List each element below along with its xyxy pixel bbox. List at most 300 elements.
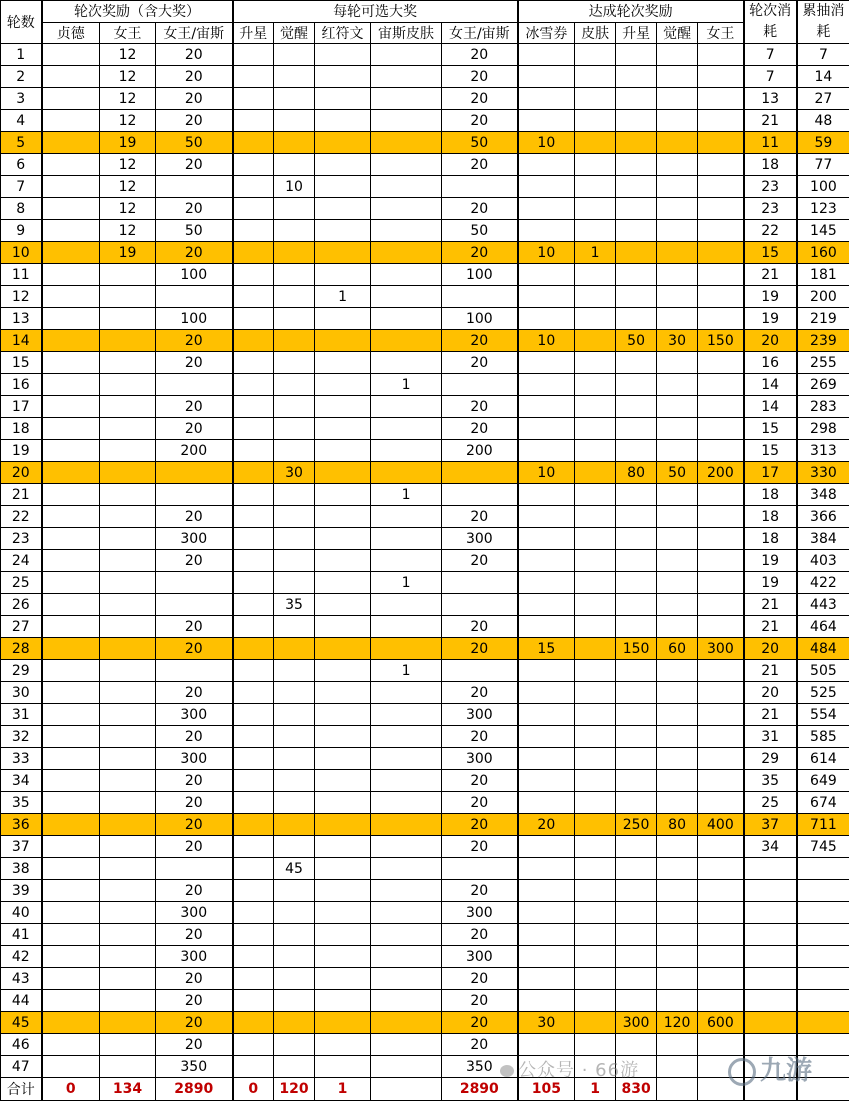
table-cell xyxy=(371,506,442,528)
table-cell: 300 xyxy=(156,902,233,924)
table-cell xyxy=(315,176,371,198)
table-cell xyxy=(371,528,442,550)
total-cell xyxy=(371,1078,442,1101)
total-cell xyxy=(797,1078,849,1101)
table-cell xyxy=(575,814,616,836)
table-cell: 12 xyxy=(100,88,156,110)
table-cell xyxy=(42,792,100,814)
table-cell xyxy=(575,968,616,990)
table-cell xyxy=(616,198,657,220)
table-cell xyxy=(698,1056,744,1078)
table-cell xyxy=(616,836,657,858)
table-cell xyxy=(42,330,100,352)
table-cell xyxy=(698,660,744,682)
table-cell xyxy=(156,858,233,880)
table-cell xyxy=(657,418,698,440)
table-cell xyxy=(100,528,156,550)
table-cell: 14 xyxy=(744,374,797,396)
table-cell xyxy=(442,594,518,616)
table-cell xyxy=(698,66,744,88)
table-cell xyxy=(518,660,575,682)
table-cell: 239 xyxy=(797,330,849,352)
table-cell: 36 xyxy=(1,814,42,836)
table-cell xyxy=(518,902,575,924)
table-cell: 20 xyxy=(156,638,233,660)
table-cell xyxy=(442,660,518,682)
table-cell xyxy=(698,990,744,1012)
table-cell: 77 xyxy=(797,154,849,176)
table-cell: 27 xyxy=(1,616,42,638)
table-row xyxy=(1,748,849,770)
column-header: 觉醒 xyxy=(274,22,315,44)
table-row xyxy=(1,462,849,484)
column-header: 女王 xyxy=(100,22,156,44)
table-cell xyxy=(100,638,156,660)
table-cell xyxy=(518,880,575,902)
wechat-watermark: 公众号 · 66游 xyxy=(500,1056,639,1082)
table-cell: 20 xyxy=(1,462,42,484)
table-cell xyxy=(371,154,442,176)
table-cell xyxy=(315,902,371,924)
table-cell: 100 xyxy=(156,264,233,286)
table-cell xyxy=(233,198,274,220)
table-cell xyxy=(233,660,274,682)
total-cell: 2890 xyxy=(442,1078,518,1101)
table-cell xyxy=(616,418,657,440)
table-cell xyxy=(657,88,698,110)
table-cell xyxy=(371,836,442,858)
table-cell: 30 xyxy=(274,462,315,484)
table-cell xyxy=(442,462,518,484)
table-cell xyxy=(42,660,100,682)
table-cell xyxy=(42,198,100,220)
table-row xyxy=(1,374,849,396)
table-cell xyxy=(233,352,274,374)
table-cell xyxy=(42,968,100,990)
table-cell: 525 xyxy=(797,682,849,704)
table-cell xyxy=(518,748,575,770)
table-cell xyxy=(698,572,744,594)
table-row xyxy=(1,352,849,374)
table-cell xyxy=(657,990,698,1012)
table-cell xyxy=(698,726,744,748)
table-cell xyxy=(575,396,616,418)
table-cell: 47 xyxy=(1,1056,42,1078)
table-cell xyxy=(233,726,274,748)
table-cell: 300 xyxy=(442,946,518,968)
table-cell xyxy=(371,44,442,66)
table-cell: 20 xyxy=(156,814,233,836)
table-cell xyxy=(100,1034,156,1056)
table-cell xyxy=(274,220,315,242)
table-cell: 19 xyxy=(744,308,797,330)
table-cell xyxy=(616,110,657,132)
table-row xyxy=(1,726,849,748)
table-cell: 35 xyxy=(274,594,315,616)
table-cell: 31 xyxy=(1,704,42,726)
table-cell xyxy=(274,638,315,660)
table-cell xyxy=(698,770,744,792)
table-cell xyxy=(616,792,657,814)
table-cell xyxy=(274,880,315,902)
table-row xyxy=(1,176,849,198)
table-cell: 37 xyxy=(744,814,797,836)
table-cell xyxy=(616,858,657,880)
table-cell xyxy=(616,132,657,154)
table-cell xyxy=(42,506,100,528)
table-cell: 20 xyxy=(442,770,518,792)
table-cell: 1 xyxy=(371,572,442,594)
table-cell xyxy=(657,242,698,264)
table-cell xyxy=(371,902,442,924)
table-cell xyxy=(797,990,849,1012)
table-cell xyxy=(744,1056,797,1078)
table-cell xyxy=(371,1034,442,1056)
total-cell: 2890 xyxy=(156,1078,233,1101)
table-cell xyxy=(518,198,575,220)
table-cell xyxy=(518,550,575,572)
table-cell xyxy=(274,308,315,330)
table-cell xyxy=(518,836,575,858)
table-cell xyxy=(274,440,315,462)
table-cell: 46 xyxy=(1,1034,42,1056)
table-cell xyxy=(42,858,100,880)
table-cell xyxy=(575,682,616,704)
table-cell: 22 xyxy=(1,506,42,528)
table-cell xyxy=(274,990,315,1012)
table-cell xyxy=(575,132,616,154)
table-cell xyxy=(797,1034,849,1056)
table-row xyxy=(1,572,849,594)
table-cell xyxy=(371,858,442,880)
table-cell xyxy=(371,594,442,616)
table-cell xyxy=(42,528,100,550)
table-cell xyxy=(100,330,156,352)
table-cell xyxy=(233,1056,274,1078)
table-cell: 10 xyxy=(518,132,575,154)
table-cell: 13 xyxy=(1,308,42,330)
table-cell xyxy=(657,616,698,638)
total-cell: 0 xyxy=(42,1078,100,1101)
table-cell xyxy=(233,418,274,440)
table-cell xyxy=(616,770,657,792)
table-cell xyxy=(657,682,698,704)
table-cell: 18 xyxy=(744,528,797,550)
table-cell xyxy=(657,550,698,572)
table-cell: 6 xyxy=(1,154,42,176)
table-cell: 80 xyxy=(616,462,657,484)
table-cell xyxy=(744,1034,797,1056)
table-cell xyxy=(274,506,315,528)
table-cell xyxy=(518,440,575,462)
table-cell xyxy=(274,418,315,440)
table-cell xyxy=(233,836,274,858)
table-cell: 554 xyxy=(797,704,849,726)
table-cell xyxy=(698,902,744,924)
table-cell xyxy=(698,792,744,814)
table-cell xyxy=(657,902,698,924)
table-cell xyxy=(518,528,575,550)
table-cell xyxy=(315,836,371,858)
table-cell xyxy=(100,396,156,418)
table-cell xyxy=(233,264,274,286)
table-row xyxy=(1,616,849,638)
table-cell: 20 xyxy=(744,682,797,704)
table-cell xyxy=(100,902,156,924)
table-cell: 600 xyxy=(698,1012,744,1034)
table-cell xyxy=(42,770,100,792)
table-cell xyxy=(371,638,442,660)
table-cell: 20 xyxy=(442,1012,518,1034)
table-cell: 20 xyxy=(442,968,518,990)
table-cell xyxy=(698,836,744,858)
table-cell xyxy=(371,770,442,792)
table-cell: 20 xyxy=(744,638,797,660)
table-cell xyxy=(442,858,518,880)
table-cell xyxy=(315,726,371,748)
table-cell xyxy=(698,374,744,396)
table-row xyxy=(1,704,849,726)
table-cell: 16 xyxy=(1,374,42,396)
table-cell xyxy=(100,792,156,814)
table-cell: 20 xyxy=(156,924,233,946)
table-cell: 20 xyxy=(442,924,518,946)
table-cell: 350 xyxy=(442,1056,518,1078)
table-row xyxy=(1,682,849,704)
table-cell: 42 xyxy=(1,946,42,968)
table-cell xyxy=(274,792,315,814)
table-cell: 11 xyxy=(1,264,42,286)
table-cell: 20 xyxy=(156,110,233,132)
table-cell xyxy=(42,836,100,858)
table-cell xyxy=(371,198,442,220)
table-cell xyxy=(233,550,274,572)
table-cell: 19 xyxy=(100,242,156,264)
table-cell xyxy=(100,990,156,1012)
table-cell xyxy=(575,924,616,946)
table-cell: 19 xyxy=(744,286,797,308)
table-cell: 8 xyxy=(1,198,42,220)
table-cell xyxy=(698,242,744,264)
table-cell: 14 xyxy=(797,66,849,88)
table-cell xyxy=(518,66,575,88)
table-cell xyxy=(42,396,100,418)
table-cell: 27 xyxy=(797,88,849,110)
table-cell xyxy=(698,110,744,132)
table-cell: 7 xyxy=(797,44,849,66)
table-cell: 28 xyxy=(1,638,42,660)
table-cell: 443 xyxy=(797,594,849,616)
table-cell xyxy=(698,704,744,726)
table-cell xyxy=(274,946,315,968)
table-cell xyxy=(100,858,156,880)
table-cell xyxy=(371,220,442,242)
table-cell: 269 xyxy=(797,374,849,396)
table-cell xyxy=(518,286,575,308)
table-cell: 20 xyxy=(442,550,518,572)
table-cell: 11 xyxy=(744,132,797,154)
table-cell xyxy=(657,726,698,748)
table-cell xyxy=(698,924,744,946)
table-cell: 15 xyxy=(744,418,797,440)
table-cell xyxy=(233,616,274,638)
table-cell: 12 xyxy=(100,176,156,198)
table-cell xyxy=(156,176,233,198)
table-cell xyxy=(616,374,657,396)
table-cell xyxy=(274,264,315,286)
table-cell: 32 xyxy=(1,726,42,748)
table-cell xyxy=(616,660,657,682)
table-cell xyxy=(744,880,797,902)
table-cell: 20 xyxy=(442,198,518,220)
table-cell: 15 xyxy=(1,352,42,374)
table-cell xyxy=(575,616,616,638)
table-cell xyxy=(657,924,698,946)
table-cell xyxy=(616,396,657,418)
table-cell: 250 xyxy=(616,814,657,836)
table-cell xyxy=(233,880,274,902)
table-cell: 10 xyxy=(274,176,315,198)
table-cell xyxy=(657,374,698,396)
table-cell xyxy=(797,902,849,924)
table-cell: 2 xyxy=(1,66,42,88)
table-cell xyxy=(100,616,156,638)
table-cell: 19 xyxy=(744,572,797,594)
table-cell xyxy=(315,814,371,836)
table-cell xyxy=(657,660,698,682)
table-cell xyxy=(274,924,315,946)
table-cell xyxy=(371,968,442,990)
table-cell xyxy=(575,638,616,660)
table-row xyxy=(1,550,849,572)
table-cell: 20 xyxy=(156,330,233,352)
table-cell xyxy=(274,770,315,792)
total-row xyxy=(1,1078,849,1101)
table-cell: 150 xyxy=(616,638,657,660)
table-cell: 29 xyxy=(1,660,42,682)
table-cell xyxy=(744,1012,797,1034)
table-cell: 21 xyxy=(744,704,797,726)
table-cell xyxy=(315,396,371,418)
table-cell xyxy=(616,440,657,462)
table-cell xyxy=(575,462,616,484)
table-cell xyxy=(616,880,657,902)
table-cell xyxy=(233,330,274,352)
table-cell xyxy=(518,220,575,242)
table-cell: 10 xyxy=(518,462,575,484)
table-cell: 15 xyxy=(744,242,797,264)
table-cell xyxy=(575,726,616,748)
table-cell xyxy=(518,572,575,594)
table-cell xyxy=(657,572,698,594)
table-cell xyxy=(575,286,616,308)
table-cell xyxy=(233,1034,274,1056)
table-cell: 33 xyxy=(1,748,42,770)
table-cell: 1 xyxy=(371,374,442,396)
table-cell: 100 xyxy=(797,176,849,198)
table-cell xyxy=(233,528,274,550)
table-row xyxy=(1,484,849,506)
table-cell: 20 xyxy=(156,506,233,528)
table-cell xyxy=(371,704,442,726)
table-cell xyxy=(233,506,274,528)
table-cell: 711 xyxy=(797,814,849,836)
table-cell: 348 xyxy=(797,484,849,506)
table-cell: 20 xyxy=(156,1034,233,1056)
table-cell xyxy=(315,594,371,616)
table-cell: 20 xyxy=(442,396,518,418)
table-cell xyxy=(315,44,371,66)
table-cell xyxy=(575,770,616,792)
table-cell xyxy=(518,1034,575,1056)
table-cell xyxy=(100,682,156,704)
table-cell: 50 xyxy=(442,132,518,154)
table-cell xyxy=(657,1034,698,1056)
table-cell xyxy=(518,308,575,330)
table-cell: 614 xyxy=(797,748,849,770)
table-cell: 20 xyxy=(156,88,233,110)
table-cell xyxy=(657,352,698,374)
table-cell: 21 xyxy=(744,594,797,616)
table-cell xyxy=(274,1012,315,1034)
table-cell xyxy=(315,242,371,264)
table-cell xyxy=(616,1056,657,1078)
table-cell xyxy=(371,132,442,154)
table-cell xyxy=(42,726,100,748)
total-cell: 合计 xyxy=(1,1078,42,1101)
table-cell: 20 xyxy=(156,44,233,66)
table-cell: 1 xyxy=(371,660,442,682)
table-cell xyxy=(233,286,274,308)
table-cell xyxy=(518,924,575,946)
table-cell xyxy=(371,396,442,418)
table-cell: 745 xyxy=(797,836,849,858)
table-cell xyxy=(315,88,371,110)
table-cell: 18 xyxy=(744,484,797,506)
table-cell xyxy=(233,704,274,726)
table-cell xyxy=(657,880,698,902)
table-cell: 300 xyxy=(156,946,233,968)
table-cell xyxy=(518,770,575,792)
table-cell: 300 xyxy=(442,528,518,550)
table-cell: 20 xyxy=(442,836,518,858)
table-cell xyxy=(616,506,657,528)
table-cell xyxy=(100,572,156,594)
table-cell xyxy=(315,220,371,242)
table-cell: 300 xyxy=(156,748,233,770)
table-cell: 20 xyxy=(156,770,233,792)
table-cell xyxy=(616,66,657,88)
table-cell xyxy=(315,1012,371,1034)
table-cell xyxy=(616,704,657,726)
table-cell xyxy=(100,836,156,858)
table-row xyxy=(1,660,849,682)
table-cell xyxy=(274,330,315,352)
table-cell xyxy=(657,858,698,880)
table-cell xyxy=(518,484,575,506)
table-cell xyxy=(616,726,657,748)
table-cell xyxy=(315,880,371,902)
table-cell xyxy=(156,286,233,308)
table-cell xyxy=(315,550,371,572)
table-cell: 300 xyxy=(442,902,518,924)
table-cell xyxy=(42,66,100,88)
table-cell xyxy=(698,198,744,220)
table-cell xyxy=(274,836,315,858)
table-cell xyxy=(616,308,657,330)
table-cell xyxy=(274,198,315,220)
table-cell: 23 xyxy=(1,528,42,550)
